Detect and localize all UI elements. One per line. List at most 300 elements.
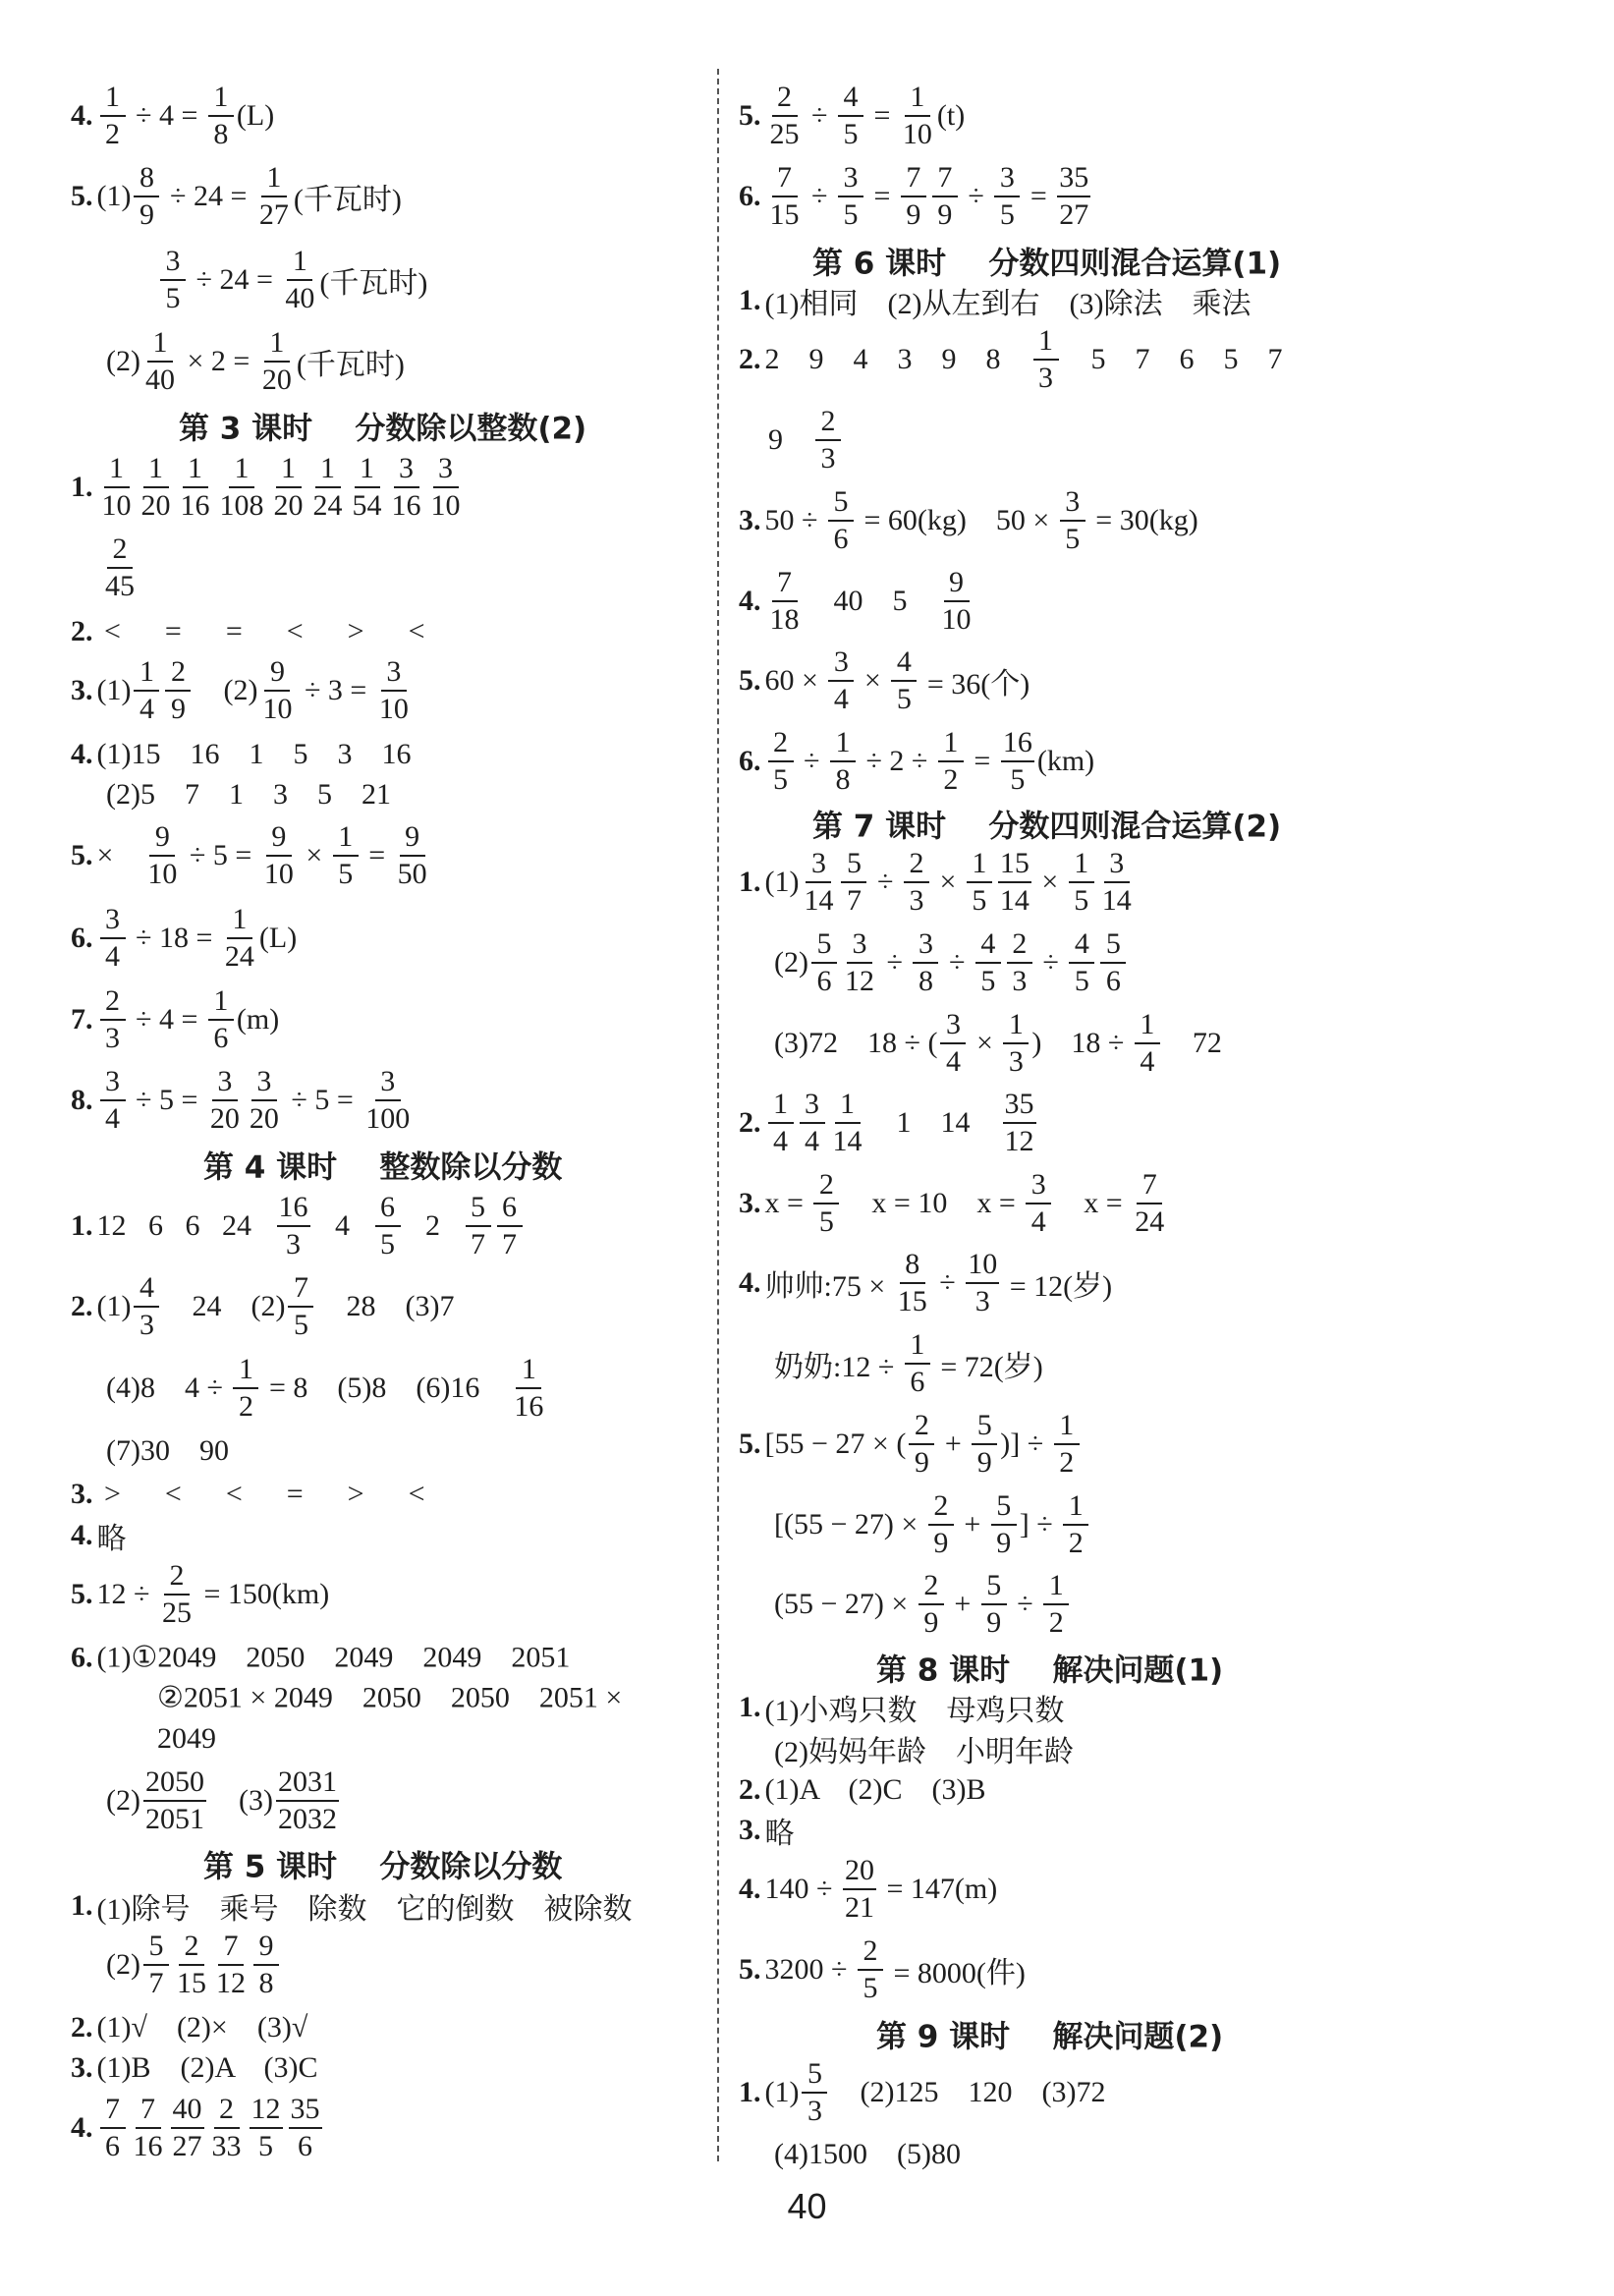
fraction-denominator: 3 bbox=[105, 1022, 120, 1054]
fraction-denominator: 2 bbox=[238, 1390, 253, 1423]
fraction-numerator: 3 bbox=[100, 905, 126, 939]
answer-text: = 8000(件) bbox=[885, 1957, 1026, 1989]
answer-text: 略 bbox=[764, 1818, 795, 1850]
fraction bbox=[981, 1571, 1007, 1638]
fraction-denominator: 3 bbox=[909, 884, 924, 917]
answer-text: (2)妈妈年龄 小明年龄 bbox=[774, 1736, 1074, 1768]
answer-line bbox=[739, 1170, 1169, 1237]
answer-text: (L) bbox=[236, 99, 275, 132]
fraction-numerator: 1 bbox=[1054, 1411, 1080, 1445]
answer-text: 140 ÷ bbox=[764, 1873, 840, 1905]
fraction-numerator: 35 bbox=[1057, 163, 1090, 197]
answer-text: (2) bbox=[194, 674, 258, 706]
answer-line bbox=[768, 407, 844, 474]
section-heading bbox=[876, 2012, 1223, 2056]
answer-text: (7)30 90 bbox=[106, 1434, 229, 1467]
fraction-numerator: 1 bbox=[264, 328, 290, 363]
answer-line bbox=[739, 1686, 1064, 1729]
fraction-numerator: 7 bbox=[288, 1273, 313, 1308]
fraction bbox=[768, 1090, 794, 1156]
answer-text: × bbox=[298, 839, 330, 871]
fraction-numerator: 9 bbox=[266, 822, 292, 857]
answer-text: (2)125 120 (3)72 bbox=[830, 2076, 1106, 2108]
answer-text: = 72(岁) bbox=[932, 1351, 1043, 1383]
fraction bbox=[139, 454, 173, 521]
fraction bbox=[100, 905, 126, 972]
answer-line bbox=[157, 247, 427, 313]
fraction bbox=[208, 986, 234, 1053]
fraction bbox=[288, 1273, 313, 1340]
fraction-numerator: 1 bbox=[227, 905, 252, 939]
fraction-numerator: 3 bbox=[375, 1067, 401, 1101]
fraction bbox=[909, 1411, 934, 1478]
fraction bbox=[918, 1571, 944, 1638]
answer-text: (3) bbox=[208, 1784, 273, 1817]
answer-text: ÷ 4 = bbox=[128, 99, 205, 132]
answer-line bbox=[71, 163, 402, 230]
fraction-denominator: 5 bbox=[338, 858, 354, 890]
question-number: 8. bbox=[71, 1084, 93, 1116]
fraction-numerator: 3 bbox=[1060, 487, 1085, 522]
fraction-numerator: 20 bbox=[843, 1856, 876, 1890]
fraction bbox=[831, 1090, 864, 1156]
answer-text: ÷ bbox=[931, 1266, 964, 1299]
fraction-numerator: 3 bbox=[212, 1067, 238, 1101]
answer-text: 奶奶:12 ÷ bbox=[774, 1351, 902, 1383]
fraction bbox=[1033, 326, 1059, 393]
answer-text: x = bbox=[1054, 1187, 1131, 1219]
fraction-numerator: 1 bbox=[768, 1090, 794, 1124]
fraction-numerator: 1 bbox=[1069, 849, 1094, 883]
fraction-denominator: 2 bbox=[943, 763, 959, 796]
fraction-numerator: 5 bbox=[802, 2059, 827, 2094]
fraction-numerator: 5 bbox=[981, 1571, 1007, 1605]
question-number: 1. bbox=[71, 471, 93, 503]
fraction-denominator: 100 bbox=[365, 1102, 411, 1135]
fraction-numerator: 2 bbox=[768, 728, 794, 762]
answer-text: = bbox=[966, 745, 998, 777]
fraction bbox=[1007, 929, 1032, 996]
question-number: 6. bbox=[739, 180, 761, 212]
answer-text: 5 7 6 5 7 bbox=[1061, 343, 1283, 375]
fraction bbox=[208, 1067, 242, 1134]
answer-line bbox=[71, 738, 411, 771]
page-number: 40 bbox=[787, 2186, 827, 2226]
fraction-denominator: 6 bbox=[910, 1366, 925, 1398]
question-number: 2. bbox=[739, 343, 761, 375]
fraction-numerator: 1 bbox=[905, 1330, 930, 1365]
fraction bbox=[802, 2059, 827, 2126]
fraction bbox=[768, 163, 802, 230]
answer-text: + bbox=[937, 1428, 970, 1460]
fraction bbox=[377, 657, 411, 724]
fraction-denominator: 27 bbox=[1059, 198, 1089, 231]
answer-text: x = 10 x = bbox=[842, 1187, 1024, 1219]
answer-text: = 30(kg) bbox=[1087, 504, 1198, 536]
answer-text: [(55 − 27) × bbox=[774, 1508, 925, 1540]
answer-text: (1)√ (2)× (3)√ bbox=[96, 2011, 308, 2044]
answer-line bbox=[106, 1434, 229, 1468]
answer-text: 28 (3)7 bbox=[316, 1290, 455, 1322]
answer-line bbox=[739, 1411, 1083, 1478]
answer-text: 略 bbox=[96, 1523, 127, 1555]
fraction-denominator: 24 bbox=[1135, 1205, 1165, 1238]
fraction-denominator: 9 bbox=[933, 1527, 949, 1559]
fraction-numerator: 3 bbox=[1104, 849, 1130, 883]
fraction bbox=[132, 2095, 165, 2161]
section-heading bbox=[812, 239, 1281, 283]
answer-text: (1)①2049 2050 2049 2049 2051 bbox=[96, 1641, 571, 1674]
answer-line bbox=[71, 2011, 307, 2044]
fraction bbox=[932, 163, 958, 230]
answer-text: x = bbox=[764, 1187, 811, 1219]
fraction-denominator: 3 bbox=[1008, 1045, 1024, 1078]
answer-line bbox=[71, 1193, 526, 1260]
fraction-denominator: 14 bbox=[804, 884, 834, 917]
fraction-denominator: 24 bbox=[224, 940, 254, 973]
answer-text: = 150(km) bbox=[195, 1578, 330, 1610]
question-number: 5. bbox=[71, 839, 93, 871]
fraction bbox=[396, 822, 429, 889]
answer-text: (2) bbox=[774, 946, 808, 979]
fraction-numerator: 5 bbox=[972, 1411, 997, 1445]
fraction-denominator: 5 bbox=[999, 198, 1015, 231]
fraction-denominator: 5 bbox=[258, 2130, 273, 2162]
question-number: 4. bbox=[739, 1873, 761, 1905]
fraction-denominator: 6 bbox=[833, 523, 849, 555]
fraction-numerator: 1 bbox=[143, 454, 169, 488]
answer-text: = bbox=[361, 839, 393, 871]
fraction bbox=[103, 534, 137, 601]
fraction-numerator: 3 bbox=[251, 1067, 277, 1101]
answer-text: (1) bbox=[96, 674, 132, 706]
answer-line bbox=[71, 986, 279, 1053]
fraction-denominator: 5 bbox=[863, 1972, 878, 2004]
fraction-numerator: 7 bbox=[901, 163, 926, 197]
fraction-denominator: 14 bbox=[999, 884, 1030, 917]
fraction-numerator: 9 bbox=[400, 822, 425, 857]
fraction-denominator: 3 bbox=[1038, 362, 1053, 394]
fraction-numerator: 2 bbox=[1007, 929, 1032, 964]
fraction-denominator: 8 bbox=[835, 763, 851, 796]
fraction bbox=[975, 929, 1001, 996]
answer-text: ÷ bbox=[1034, 946, 1067, 979]
fraction bbox=[904, 849, 929, 916]
fraction bbox=[257, 163, 291, 230]
answer-line bbox=[739, 1856, 997, 1923]
question-number: 3. bbox=[739, 504, 761, 536]
fraction-denominator: 2 bbox=[1068, 1527, 1084, 1559]
question-number: 5. bbox=[739, 664, 761, 697]
fraction-numerator: 2031 bbox=[276, 1767, 339, 1802]
fraction-numerator: 3 bbox=[433, 454, 459, 488]
fraction-denominator: 6 bbox=[298, 2130, 312, 2162]
question-number: 1. bbox=[739, 1691, 761, 1723]
fraction-numerator: 2 bbox=[772, 83, 798, 117]
fraction bbox=[276, 1767, 339, 1834]
answer-line bbox=[774, 1491, 1091, 1558]
fraction bbox=[145, 822, 179, 889]
question-number: 2. bbox=[739, 1773, 761, 1806]
fraction-denominator: 18 bbox=[769, 603, 800, 636]
fraction-numerator: 12 bbox=[250, 2095, 283, 2129]
answer-line bbox=[71, 1514, 127, 1557]
fraction bbox=[830, 728, 856, 795]
question-number: 3. bbox=[739, 1187, 761, 1219]
answer-text: 帅帅:75 × bbox=[764, 1270, 893, 1303]
heading-text: 第 9 课时 解决问题(2) bbox=[876, 2019, 1224, 2055]
fraction bbox=[333, 822, 359, 889]
fraction-numerator: 2 bbox=[107, 534, 133, 569]
fraction bbox=[363, 1067, 412, 1134]
fraction-denominator: 54 bbox=[352, 489, 382, 522]
answer-text: 2049 bbox=[157, 1722, 216, 1755]
fraction-numerator: 2 bbox=[164, 1561, 190, 1596]
fraction-denominator: 25 bbox=[161, 1596, 192, 1629]
answer-text: ÷ 18 = bbox=[128, 922, 220, 954]
fraction-denominator: 10 bbox=[263, 858, 294, 890]
answer-text: 24 (2) bbox=[162, 1290, 286, 1322]
answer-text: (2) bbox=[106, 1784, 140, 1817]
question-number: 5. bbox=[739, 1953, 761, 1986]
fraction bbox=[843, 929, 876, 996]
answer-text: (1)除号 乘号 除数 它的倒数 被除数 bbox=[96, 1893, 633, 1926]
answer-text: (1)A (2)C (3)B bbox=[764, 1773, 986, 1806]
fraction-numerator: 1 bbox=[233, 1355, 258, 1389]
fraction-denominator: 40 bbox=[144, 364, 175, 396]
question-number: 7. bbox=[71, 1003, 93, 1036]
fraction-numerator: 6 bbox=[497, 1193, 523, 1227]
fraction-denominator: 5 bbox=[380, 1228, 395, 1260]
fraction-denominator: 5 bbox=[1010, 763, 1026, 796]
answer-line bbox=[774, 1727, 1074, 1770]
fraction bbox=[1057, 163, 1090, 230]
fraction bbox=[134, 657, 159, 724]
fraction bbox=[1135, 1010, 1160, 1077]
fraction-denominator: 45 bbox=[105, 570, 135, 602]
fraction-numerator: 5 bbox=[828, 487, 854, 522]
fraction bbox=[179, 454, 212, 521]
fraction-denominator: 5 bbox=[980, 965, 996, 997]
fraction bbox=[905, 1330, 930, 1397]
answer-text: > < < = > < bbox=[96, 1478, 425, 1510]
fraction-denominator: 7 bbox=[148, 1967, 164, 1999]
fraction bbox=[828, 487, 854, 554]
heading-text: 第 5 课时 分数除以分数 bbox=[203, 1849, 563, 1885]
fraction-denominator: 7 bbox=[502, 1228, 517, 1260]
fraction-denominator: 4 bbox=[1140, 1045, 1155, 1078]
answer-text: × bbox=[96, 839, 143, 871]
fraction-numerator: 1 bbox=[100, 83, 126, 117]
fraction-numerator: 3 bbox=[847, 929, 872, 964]
fraction-denominator: 5 bbox=[972, 884, 987, 917]
fraction bbox=[901, 163, 926, 230]
answer-line bbox=[106, 778, 391, 812]
fraction bbox=[1100, 849, 1134, 916]
answer-text: = 36(个) bbox=[919, 668, 1030, 700]
fraction-denominator: 9 bbox=[996, 1527, 1012, 1559]
answer-text: (1) bbox=[96, 1290, 132, 1322]
fraction bbox=[262, 822, 296, 889]
fraction-denominator: 9 bbox=[937, 198, 953, 231]
fraction-numerator: 8 bbox=[900, 1250, 925, 1284]
fraction-denominator: 20 bbox=[249, 1102, 279, 1135]
fraction-numerator: 3 bbox=[1026, 1170, 1051, 1204]
fraction-numerator: 35 bbox=[1003, 1090, 1036, 1124]
answer-text: ÷ 3 = bbox=[297, 674, 374, 706]
fraction-numerator: 1 bbox=[315, 454, 341, 488]
fraction-denominator: 2051 bbox=[144, 1803, 204, 1835]
answer-line bbox=[71, 1641, 570, 1675]
answer-line bbox=[774, 1330, 1043, 1397]
fraction bbox=[1003, 1090, 1036, 1156]
answer-text: ÷ bbox=[878, 946, 911, 979]
answer-text: 12 6 6 24 bbox=[96, 1209, 274, 1242]
fraction-numerator: 2 bbox=[100, 986, 126, 1021]
question-number: 1. bbox=[739, 284, 761, 316]
fraction-numerator: 16 bbox=[1001, 728, 1034, 762]
fraction-numerator: 1 bbox=[1135, 1010, 1160, 1044]
question-number: 4. bbox=[71, 2111, 93, 2144]
answer-text: ②2051 × 2049 2050 2050 2051 × bbox=[157, 1681, 623, 1714]
fraction-numerator: 2 bbox=[815, 407, 841, 441]
answer-text: (t) bbox=[936, 99, 966, 132]
answer-text: (L) bbox=[258, 922, 298, 954]
answer-line bbox=[739, 728, 1094, 795]
fraction-numerator: 4 bbox=[134, 1273, 159, 1308]
fraction-denominator: 4 bbox=[805, 1125, 819, 1157]
fraction-numerator: 3 bbox=[828, 647, 854, 682]
fraction bbox=[841, 849, 866, 916]
question-number: 2. bbox=[71, 1290, 93, 1322]
section-heading bbox=[812, 802, 1281, 846]
fraction bbox=[497, 1193, 523, 1260]
answer-line bbox=[71, 822, 432, 889]
fraction-denominator: 10 bbox=[941, 603, 972, 636]
fraction bbox=[100, 454, 134, 521]
answer-text: 72 bbox=[1162, 1027, 1222, 1059]
fraction bbox=[253, 1932, 279, 1998]
answer-text: + bbox=[956, 1508, 988, 1540]
fraction-numerator: 1 bbox=[183, 454, 208, 488]
fraction bbox=[828, 647, 854, 714]
fraction bbox=[991, 1491, 1017, 1558]
fraction-numerator: 4 bbox=[1069, 929, 1094, 964]
question-number: 3. bbox=[71, 674, 93, 706]
fraction bbox=[175, 1932, 208, 1998]
fraction bbox=[260, 657, 294, 724]
fraction bbox=[913, 929, 938, 996]
answer-text: (2) bbox=[106, 345, 140, 377]
fraction-denominator: 4 bbox=[1030, 1205, 1046, 1238]
fraction-numerator: 3 bbox=[160, 247, 186, 281]
question-number: 3. bbox=[739, 1814, 761, 1846]
answer-line bbox=[774, 2138, 961, 2171]
fraction bbox=[218, 454, 266, 521]
fraction bbox=[1100, 929, 1126, 996]
fraction-denominator: 24 bbox=[312, 489, 343, 522]
fraction-denominator: 2 bbox=[1059, 1446, 1075, 1479]
question-number: 5. bbox=[71, 180, 93, 212]
answer-text: 1 14 bbox=[866, 1106, 1000, 1139]
answer-line bbox=[71, 1561, 329, 1628]
fraction-numerator: 1 bbox=[208, 986, 234, 1021]
fraction-denominator: 12 bbox=[215, 1967, 246, 1999]
answer-text: (千瓦时) bbox=[293, 184, 402, 216]
fraction bbox=[928, 1491, 954, 1558]
answer-text: ÷ bbox=[796, 745, 827, 777]
answer-text: 2 bbox=[403, 1209, 463, 1242]
fraction-numerator: 35 bbox=[289, 2095, 322, 2129]
question-number: 1. bbox=[739, 2076, 761, 2108]
fraction-numerator: 9 bbox=[944, 568, 970, 602]
answer-line bbox=[71, 1478, 425, 1511]
fraction bbox=[160, 247, 186, 313]
fraction bbox=[896, 1250, 929, 1316]
answer-text: (2)5 7 1 3 5 21 bbox=[106, 778, 391, 811]
question-number: 6. bbox=[739, 745, 761, 777]
answer-text: < = = < > < bbox=[96, 615, 425, 647]
fraction-denominator: 4 bbox=[139, 693, 154, 725]
fraction bbox=[940, 568, 974, 635]
fraction-numerator: 7 bbox=[1137, 1170, 1162, 1204]
answer-text: = 60(kg) 50 × bbox=[856, 504, 1057, 536]
fraction bbox=[171, 2095, 204, 2161]
question-number: 4. bbox=[71, 99, 93, 132]
answer-text: ÷ 2 ÷ bbox=[858, 745, 935, 777]
fraction-denominator: 33 bbox=[211, 2130, 242, 2162]
answer-line bbox=[739, 1250, 1112, 1316]
answer-text: (1) bbox=[96, 180, 132, 212]
answer-line bbox=[739, 568, 976, 635]
fraction-denominator: 5 bbox=[818, 1205, 834, 1238]
question-number: 1. bbox=[71, 1209, 93, 1242]
fraction bbox=[966, 1250, 999, 1316]
answer-text: (4)1500 (5)80 bbox=[774, 2138, 961, 2170]
fraction-numerator: 40 bbox=[171, 2095, 204, 2129]
fraction-denominator: 4 bbox=[773, 1125, 788, 1157]
fraction-numerator: 1 bbox=[1063, 1491, 1088, 1526]
fraction-denominator: 4 bbox=[105, 1102, 120, 1135]
answer-text: (1)B (2)A (3)C bbox=[96, 2051, 318, 2084]
answer-text: = bbox=[1023, 180, 1055, 212]
fraction-denominator: 6 bbox=[105, 2130, 120, 2162]
fraction bbox=[768, 728, 794, 795]
fraction bbox=[429, 454, 463, 521]
fraction-numerator: 1 bbox=[261, 163, 287, 197]
answer-text: = bbox=[865, 99, 898, 132]
fraction-numerator: 2 bbox=[165, 657, 191, 692]
fraction bbox=[802, 849, 835, 916]
answer-line bbox=[71, 2051, 317, 2085]
column-divider bbox=[717, 69, 719, 2161]
question-number: 6. bbox=[71, 1641, 93, 1673]
answer-text: = 12(岁) bbox=[1002, 1270, 1113, 1303]
fraction-denominator: 8 bbox=[918, 965, 933, 997]
fraction-numerator: 1 bbox=[835, 1090, 861, 1124]
fraction-denominator: 20 bbox=[140, 489, 171, 522]
fraction-denominator: 9 bbox=[139, 198, 154, 231]
answer-text: = 147(m) bbox=[878, 1873, 998, 1905]
fraction bbox=[1001, 728, 1034, 795]
answer-text: 12 ÷ bbox=[96, 1578, 157, 1610]
fraction-numerator: 7 bbox=[218, 1932, 244, 1966]
fraction-denominator: 2032 bbox=[277, 1803, 337, 1835]
fraction-numerator: 3 bbox=[940, 1010, 966, 1044]
fraction bbox=[165, 657, 191, 724]
fraction bbox=[938, 728, 964, 795]
question-number: 2. bbox=[71, 2011, 93, 2044]
